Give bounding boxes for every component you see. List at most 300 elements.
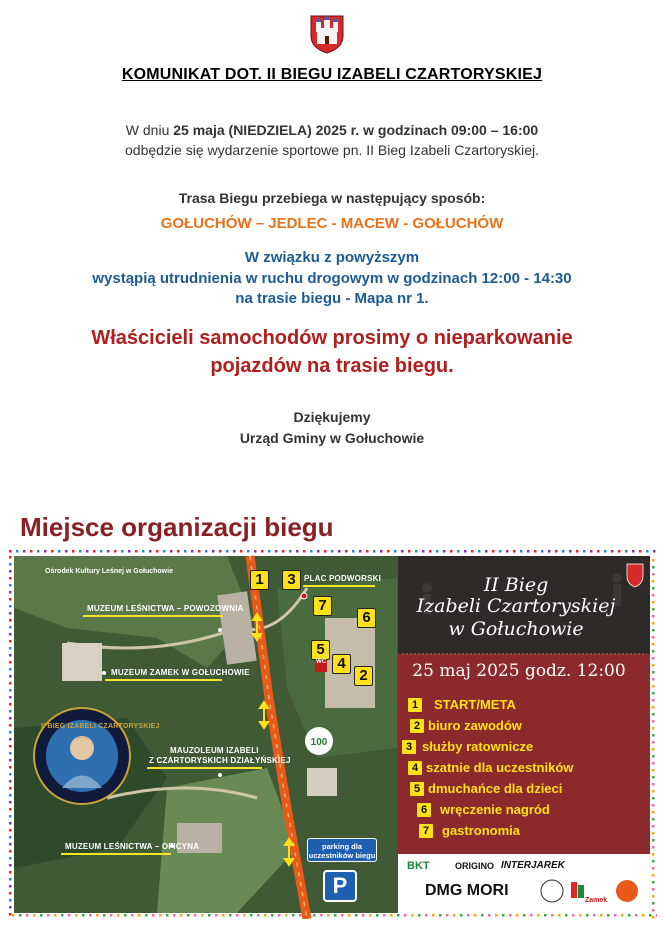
confetti-dot <box>565 914 568 917</box>
confetti-dot <box>26 914 29 917</box>
confetti-dot <box>652 727 655 730</box>
confetti-dot <box>652 881 655 884</box>
confetti-dot <box>621 914 624 917</box>
confetti-dot <box>464 550 467 553</box>
confetti-dot <box>205 550 208 553</box>
confetti-dot <box>299 914 302 917</box>
confetti-dot <box>9 668 12 671</box>
confetti-dot <box>646 550 649 553</box>
route-heading: Trasa Biegu przebiega w następujący sposób: <box>178 190 486 206</box>
confetti-dot <box>432 914 435 917</box>
confetti-dot <box>124 914 127 917</box>
confetti-dot <box>467 914 470 917</box>
confetti-dot <box>9 605 12 608</box>
wc-label: WC <box>316 659 327 665</box>
confetti-dot <box>652 895 655 898</box>
confetti-dot <box>9 759 12 762</box>
confetti-dot <box>652 566 655 569</box>
confetti-dot <box>271 914 274 917</box>
confetti-dot <box>652 622 655 625</box>
confetti-dot <box>324 550 327 553</box>
confetti-dot <box>516 914 519 917</box>
event-date-time: 25 maja (NIEDZIELA) 2025 r. w godzinach 09:00 – 16:00 <box>173 122 539 138</box>
confetti-dot <box>86 550 89 553</box>
sponsor-zamek: Zamek <box>585 897 608 904</box>
legend-number: 3 <box>402 740 416 754</box>
confetti-dot <box>226 550 229 553</box>
gmina-crest-icon <box>309 14 345 54</box>
parking-info-box <box>307 838 377 862</box>
confetti-dot <box>9 675 12 678</box>
confetti-dot <box>103 914 106 917</box>
confetti-dot <box>320 914 323 917</box>
confetti-dot <box>579 914 582 917</box>
confetti-dot <box>9 773 12 776</box>
confetti-dot <box>652 804 655 807</box>
confetti-dot <box>79 550 82 553</box>
confetti-dot <box>236 914 239 917</box>
confetti-dot <box>215 914 218 917</box>
confetti-dot <box>369 914 372 917</box>
confetti-dot <box>652 741 655 744</box>
route-text: GOŁUCHÓW – JEDLEC - MACEW - GOŁUCHÓW <box>160 215 504 232</box>
confetti-dot <box>296 550 299 553</box>
confetti-dot <box>275 550 278 553</box>
confetti-dot <box>9 801 12 804</box>
confetti-dot <box>415 550 418 553</box>
confetti-dot <box>9 717 12 720</box>
confetti-dot <box>652 594 655 597</box>
legend-item <box>402 822 642 842</box>
confetti-dot <box>652 909 655 912</box>
parking-warning-line-2: pojazdów na trasie biegu. <box>210 355 454 377</box>
parking-line-1: parking dla <box>321 842 362 851</box>
confetti-dot <box>652 867 655 870</box>
confetti-dot <box>9 822 12 825</box>
confetti-dot <box>9 689 12 692</box>
confetti-dot <box>492 550 495 553</box>
confetti-dot <box>54 914 57 917</box>
confetti-dot <box>652 874 655 877</box>
confetti-dot <box>173 914 176 917</box>
confetti-dot <box>9 892 12 895</box>
confetti-dot <box>75 914 78 917</box>
confetti-dot <box>509 914 512 917</box>
confetti-dot <box>366 550 369 553</box>
confetti-dot <box>590 550 593 553</box>
confetti-dot <box>9 885 12 888</box>
confetti-dot <box>72 550 75 553</box>
office-signature: Urząd Gminy w Gołuchowie <box>239 430 425 446</box>
map-marker-3: 3 <box>282 570 301 590</box>
event-title-line-1: II Bieg <box>483 574 549 596</box>
confetti-dot <box>436 550 439 553</box>
confetti-dot <box>652 573 655 576</box>
confetti-dot <box>652 636 655 639</box>
label-underline <box>303 585 375 587</box>
sponsor-interjarek: INTERJAREK <box>501 860 565 871</box>
confetti-dot <box>611 550 614 553</box>
confetti-dot <box>418 914 421 917</box>
confetti-dot <box>397 914 400 917</box>
legend-item <box>402 759 642 779</box>
label-underline <box>61 853 171 855</box>
confetti-dot <box>506 550 509 553</box>
confetti-dot <box>551 914 554 917</box>
confetti-dot <box>649 914 652 917</box>
confetti-dot <box>16 550 19 553</box>
confetti-dot <box>282 550 285 553</box>
confetti-dot <box>478 550 481 553</box>
map-label-mauzoleum-1: MAUZOLEUM IZABELI <box>170 746 259 755</box>
legend-number: 1 <box>408 698 422 712</box>
confetti-dot <box>142 550 145 553</box>
confetti-dot <box>422 550 425 553</box>
confetti-dot <box>548 550 551 553</box>
confetti-dot <box>9 738 12 741</box>
confetti-dot <box>194 914 197 917</box>
confetti-dot <box>89 914 92 917</box>
confetti-dot <box>187 914 190 917</box>
label-underline <box>83 615 223 617</box>
parking-sign-icon: P <box>323 870 357 902</box>
confetti-dot <box>331 550 334 553</box>
confetti-dot <box>229 914 232 917</box>
confetti-dot <box>9 682 12 685</box>
map-marker-5: 5 <box>311 640 330 660</box>
confetti-dot <box>652 650 655 653</box>
map-marker-7: 7 <box>313 596 332 616</box>
confetti-dot <box>642 914 645 917</box>
map-label-plac: PLAC PODWORSKI <box>304 574 382 583</box>
confetti-dot <box>9 703 12 706</box>
notice-line-2: wystąpią utrudnienia w ruchu drogowym w godzinach 12:00 - 14:30 <box>92 270 572 287</box>
map-marker-2: 2 <box>354 666 373 686</box>
confetti-dot <box>261 550 264 553</box>
confetti-dot <box>9 598 12 601</box>
sponsor-origino: ORIGINO <box>455 861 495 871</box>
confetti-dot <box>9 654 12 657</box>
confetti-dot <box>9 913 12 916</box>
confetti-dot <box>9 864 12 867</box>
confetti-dot <box>600 914 603 917</box>
confetti-dot <box>390 914 393 917</box>
map-label-zamek: MUZEUM ZAMEK W GOŁUCHOWIE <box>111 668 250 677</box>
confetti-dot <box>9 857 12 860</box>
map-marker-4: 4 <box>332 654 351 674</box>
medal-text: II BIEG IZABELI CZARTORYSKIEJ <box>41 723 160 730</box>
confetti-dot <box>404 914 407 917</box>
confetti-dot <box>439 914 442 917</box>
confetti-dot <box>652 692 655 695</box>
confetti-dot <box>607 914 610 917</box>
confetti-dot <box>12 914 15 917</box>
confetti-dot <box>632 550 635 553</box>
confetti-dot <box>9 640 12 643</box>
confetti-dot <box>562 550 565 553</box>
confetti-dot <box>177 550 180 553</box>
confetti-dot <box>9 752 12 755</box>
legend-item <box>402 801 642 821</box>
confetti-dot <box>652 776 655 779</box>
confetti-dot <box>387 550 390 553</box>
confetti-dot <box>652 734 655 737</box>
confetti-dot <box>191 550 194 553</box>
confetti-dot <box>159 914 162 917</box>
confetti-dot <box>652 755 655 758</box>
confetti-dot <box>359 550 362 553</box>
confetti-dot <box>222 914 225 917</box>
confetti-dot <box>341 914 344 917</box>
confetti-dot <box>317 550 320 553</box>
confetti-dot <box>652 629 655 632</box>
confetti-dot <box>652 811 655 814</box>
confetti-dot <box>652 762 655 765</box>
confetti-dot <box>9 745 12 748</box>
confetti-dot <box>652 902 655 905</box>
section-title: Miejsce organizacji biegu <box>20 512 334 542</box>
confetti-dot <box>488 914 491 917</box>
confetti-dot <box>614 914 617 917</box>
confetti-dot <box>652 839 655 842</box>
confetti-dot <box>618 550 621 553</box>
confetti-dot <box>457 550 460 553</box>
map-marker-1: 1 <box>250 570 269 590</box>
confetti-dot <box>264 914 267 917</box>
confetti-dot <box>652 608 655 611</box>
confetti-dot <box>9 780 12 783</box>
confetti-dot <box>247 550 250 553</box>
legend-label: biuro zawodów <box>428 718 522 733</box>
confetti-dot <box>652 783 655 786</box>
sponsor-bkt: BKT <box>407 860 430 872</box>
confetti-dot <box>652 685 655 688</box>
confetti-dot <box>9 612 12 615</box>
confetti-dot <box>355 914 358 917</box>
confetti-dot <box>656 914 657 917</box>
confetti-dot <box>635 914 638 917</box>
confetti-dot <box>9 591 12 594</box>
confetti-dot <box>453 914 456 917</box>
confetti-dot <box>352 550 355 553</box>
confetti-dot <box>523 914 526 917</box>
confetti-dot <box>292 914 295 917</box>
map-marker-6: 6 <box>357 608 376 628</box>
confetti-dot <box>240 550 243 553</box>
building-mauzoleum <box>307 768 337 796</box>
legend-number: 2 <box>410 719 424 733</box>
confetti-dot <box>652 825 655 828</box>
confetti-dot <box>9 808 12 811</box>
confetti-dot <box>289 550 292 553</box>
confetti-dot <box>93 550 96 553</box>
confetti-dot <box>68 914 71 917</box>
confetti-dot <box>9 906 12 909</box>
legend-label: wręczenie nagród <box>440 802 550 817</box>
confetti-dot <box>373 550 376 553</box>
confetti-dot <box>327 914 330 917</box>
map-label-mauzoleum-2: Z CZARTORYSKICH DZIAŁYŃSKIEJ <box>149 756 291 765</box>
confetti-dot <box>652 769 655 772</box>
confetti-dot <box>380 550 383 553</box>
confetti-dot <box>474 914 477 917</box>
event-title-line-2: Izabeli Czartoryskiej <box>416 595 616 617</box>
confetti-dot <box>652 615 655 618</box>
confetti-dot <box>652 671 655 674</box>
confetti-dot <box>653 550 656 553</box>
confetti-dot <box>19 914 22 917</box>
confetti-dot <box>652 580 655 583</box>
confetti-dot <box>9 584 12 587</box>
confetti-dot <box>446 914 449 917</box>
label-underline <box>105 679 222 681</box>
confetti-dot <box>9 871 12 874</box>
confetti-dot <box>61 914 64 917</box>
confetti-dot <box>9 829 12 832</box>
confetti-dot <box>163 550 166 553</box>
confetti-dot <box>652 713 655 716</box>
confetti-dot <box>604 550 607 553</box>
map-label-oficyna: MUZEUM LEŚNICTWA – OFICYNA <box>65 842 200 851</box>
confetti-dot <box>47 914 50 917</box>
confetti-dot <box>569 550 572 553</box>
confetti-dot <box>9 843 12 846</box>
confetti-dot <box>652 699 655 702</box>
building-zamek <box>62 643 102 681</box>
confetti-dot <box>450 550 453 553</box>
confetti-dot <box>628 914 631 917</box>
sponsor-dmg-mori: DMG MORI <box>425 882 509 899</box>
confetti-dot <box>9 899 12 902</box>
confetti-dot <box>544 914 547 917</box>
confetti-dot <box>257 914 260 917</box>
confetti-dot <box>37 550 40 553</box>
confetti-dot <box>145 914 148 917</box>
confetti-dot <box>198 550 201 553</box>
confetti-dot <box>481 914 484 917</box>
confetti-dot <box>9 836 12 839</box>
confetti-dot <box>9 556 12 559</box>
confetti-dot <box>502 914 505 917</box>
confetti-dot <box>243 914 246 917</box>
confetti-dot <box>268 550 271 553</box>
confetti-dot <box>338 550 341 553</box>
confetti-dot <box>383 914 386 917</box>
confetti-dot <box>652 846 655 849</box>
confetti-dot <box>131 914 134 917</box>
legend-label: dmuchańce dla dzieci <box>428 781 563 796</box>
confetti-dot <box>429 550 432 553</box>
confetti-dot <box>408 550 411 553</box>
confetti-dot <box>394 550 397 553</box>
confetti-dot <box>652 678 655 681</box>
plac-pin <box>301 593 307 599</box>
confetti-dot <box>652 643 655 646</box>
confetti-dot <box>9 619 12 622</box>
confetti-dot <box>9 787 12 790</box>
confetti-dot <box>471 550 474 553</box>
confetti-dot <box>362 914 365 917</box>
confetti-dot <box>65 550 68 553</box>
intro-line-2: odbędzie się wydarzenie sportowe pn. II Bieg Izabeli Czartoryskiej. <box>125 142 539 158</box>
confetti-dot <box>9 550 12 553</box>
confetti-dot <box>9 794 12 797</box>
confetti-dot <box>345 550 348 553</box>
confetti-dot <box>485 550 488 553</box>
confetti-dot <box>593 914 596 917</box>
confetti-dot <box>212 550 215 553</box>
confetti-dot <box>499 550 502 553</box>
confetti-dot <box>425 914 428 917</box>
confetti-dot <box>652 657 655 660</box>
confetti-dot <box>334 914 337 917</box>
legend-label: gastronomia <box>442 823 521 838</box>
confetti-dot <box>555 550 558 553</box>
confetti-dot <box>597 550 600 553</box>
legend-item <box>402 696 642 716</box>
confetti-dot <box>250 914 253 917</box>
confetti-dot <box>313 914 316 917</box>
legend-item <box>402 780 642 800</box>
confetti-dot <box>9 647 12 650</box>
event-date: 25 maj 2025 godz. 12:00 <box>412 661 626 681</box>
confetti-dot <box>156 550 159 553</box>
parking-warning-line-1: Właścicieli samochodów prosimy o nieparkowanie <box>91 327 573 349</box>
intro-prefix: W dniu <box>125 122 174 138</box>
confetti-dot <box>9 696 12 699</box>
confetti-dot <box>180 914 183 917</box>
confetti-dot <box>652 888 655 891</box>
confetti-dot <box>166 914 169 917</box>
confetti-dot <box>576 550 579 553</box>
notice-line-3: na trasie biegu - Mapa nr 1. <box>235 290 429 307</box>
anniversary-logo <box>305 727 333 755</box>
confetti-dot <box>652 706 655 709</box>
confetti-dot <box>107 550 110 553</box>
confetti-dot <box>152 914 155 917</box>
confetti-dot <box>40 914 43 917</box>
confetti-dot <box>558 914 561 917</box>
page-title: KOMUNIKAT DOT. II BIEGU IZABELI CZARTORYSKIEJ <box>121 66 543 83</box>
confetti-dot <box>9 633 12 636</box>
legend-item <box>402 738 642 758</box>
legend-number: 6 <box>417 803 431 817</box>
legend-label: START/META <box>434 697 516 712</box>
confetti-dot <box>541 550 544 553</box>
confetti-dot <box>96 914 99 917</box>
confetti-dot <box>9 577 12 580</box>
confetti-dot <box>138 914 141 917</box>
confetti-dot <box>58 550 61 553</box>
legend-number: 7 <box>419 824 433 838</box>
confetti-dot <box>652 559 655 562</box>
confetti-dot <box>534 550 537 553</box>
confetti-dot <box>652 853 655 856</box>
confetti-dot <box>652 748 655 751</box>
confetti-dot <box>303 550 306 553</box>
confetti-dot <box>23 550 26 553</box>
confetti-dot <box>639 550 642 553</box>
confetti-dot <box>128 550 131 553</box>
confetti-dot <box>233 550 236 553</box>
event-title-line-3: w Gołuchowie <box>448 618 584 640</box>
confetti-dot <box>513 550 516 553</box>
confetti-dot <box>530 914 533 917</box>
confetti-dot <box>652 601 655 604</box>
confetti-dot <box>117 914 120 917</box>
confetti-dot <box>9 731 12 734</box>
legend-item <box>402 717 642 737</box>
